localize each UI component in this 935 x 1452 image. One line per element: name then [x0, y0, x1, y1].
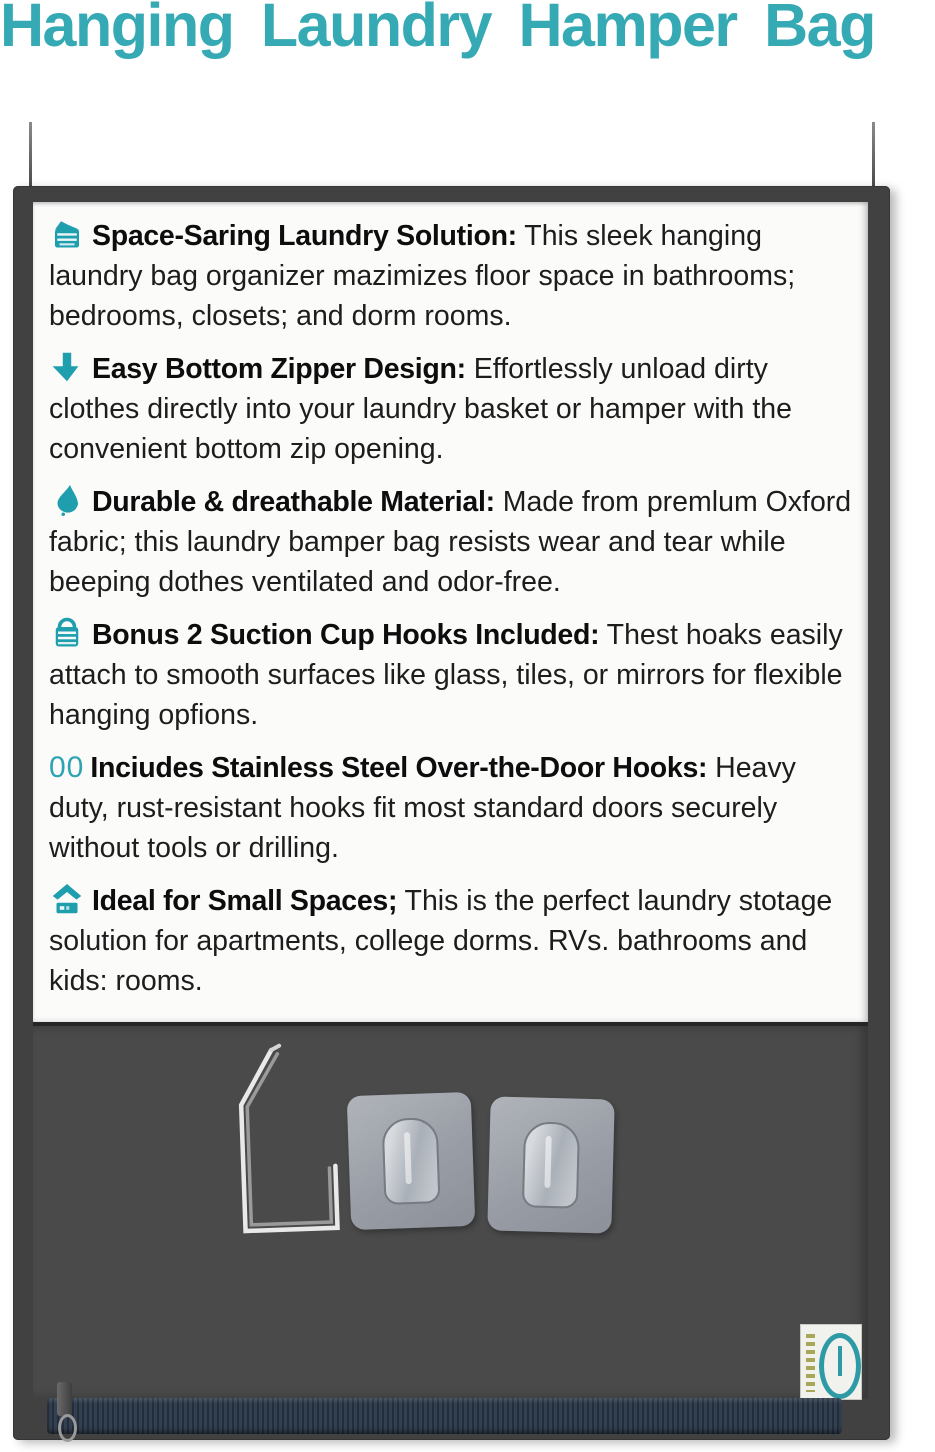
- feature-heading: Easy Bottom Zipper Design:: [92, 353, 466, 385]
- suction-cup-pad-2: [487, 1096, 614, 1233]
- feature-body: This is the perfect laundry stotage solution for apartments, college dorms. RVs. bathrooms and kids: rooms.: [49, 885, 833, 997]
- feature-heading: Bonus 2 Suction Cup Hooks Included:: [92, 619, 600, 651]
- bottom-zipper: [47, 1398, 842, 1434]
- tag-script-text: [806, 1334, 815, 1392]
- feature-body: Thest hoaks easily attach to smooth surfaces like glass, tiles, or mirrors for flexible hanging opfions.: [49, 619, 843, 731]
- suction-cup-pad-1: [347, 1092, 476, 1230]
- feature-durable-material: [49, 482, 854, 602]
- hanging-wire-left: [29, 122, 32, 188]
- feature-small-spaces: [49, 881, 854, 1001]
- feature-heading: Space-Saring Laundry Solution:: [92, 220, 517, 252]
- feature-bottom-zipper: [49, 349, 854, 469]
- feature-body: Heavy duty, rust-resistant hooks fit most standard doors securely without tools or drilling.: [49, 752, 796, 864]
- zipper-pull-loop: [58, 1414, 77, 1442]
- tag-logo-icon: [819, 1333, 861, 1399]
- feature-heading: Inciudes Stainless Steel Over-the-Door Hooks:: [90, 752, 708, 784]
- feature-body: Effortlessly unload dirty clothes directly into your laundry basket or hamper with the convenient bottom zip opening.: [49, 353, 792, 465]
- product-photo-panel: [33, 1022, 868, 1398]
- double-zero-icon: 00: [49, 751, 85, 784]
- feature-space-saving: [49, 216, 854, 336]
- hanging-wire-right: [872, 122, 875, 188]
- feature-body: Made from premlum Oxford fabric; this laundry bamper bag resists wear and tear while beeping dothes ventilated and odor-free.: [49, 486, 852, 598]
- feature-suction-hooks: [49, 615, 854, 735]
- suction-dome-icon: [382, 1117, 441, 1205]
- feature-body: This sleek hanging laundry bag organizer mazimizes floor space in bathrooms; bedrooms, closets; and dorm rooms.: [49, 220, 796, 332]
- hamper-bag: [13, 186, 890, 1440]
- suction-basket-icon: [49, 615, 85, 651]
- suction-dome-icon: [522, 1121, 580, 1208]
- small-spaces-icon: [49, 881, 85, 917]
- feature-door-hooks: [49, 748, 854, 868]
- water-drop-icon: [49, 482, 85, 518]
- feature-heading: Durable & dreathable Material:: [92, 486, 495, 518]
- care-label-tag: [800, 1324, 862, 1400]
- feature-heading: Ideal for Small Spaces;: [92, 885, 398, 917]
- over-door-hook: [179, 1039, 367, 1275]
- laundry-basket-icon: [49, 216, 85, 252]
- page-title: Hanging Laundry Hamper Bag: [0, 0, 875, 59]
- zipper-slider: [57, 1382, 72, 1416]
- feature-panel: [33, 202, 868, 1022]
- down-arrow-icon: [49, 349, 85, 385]
